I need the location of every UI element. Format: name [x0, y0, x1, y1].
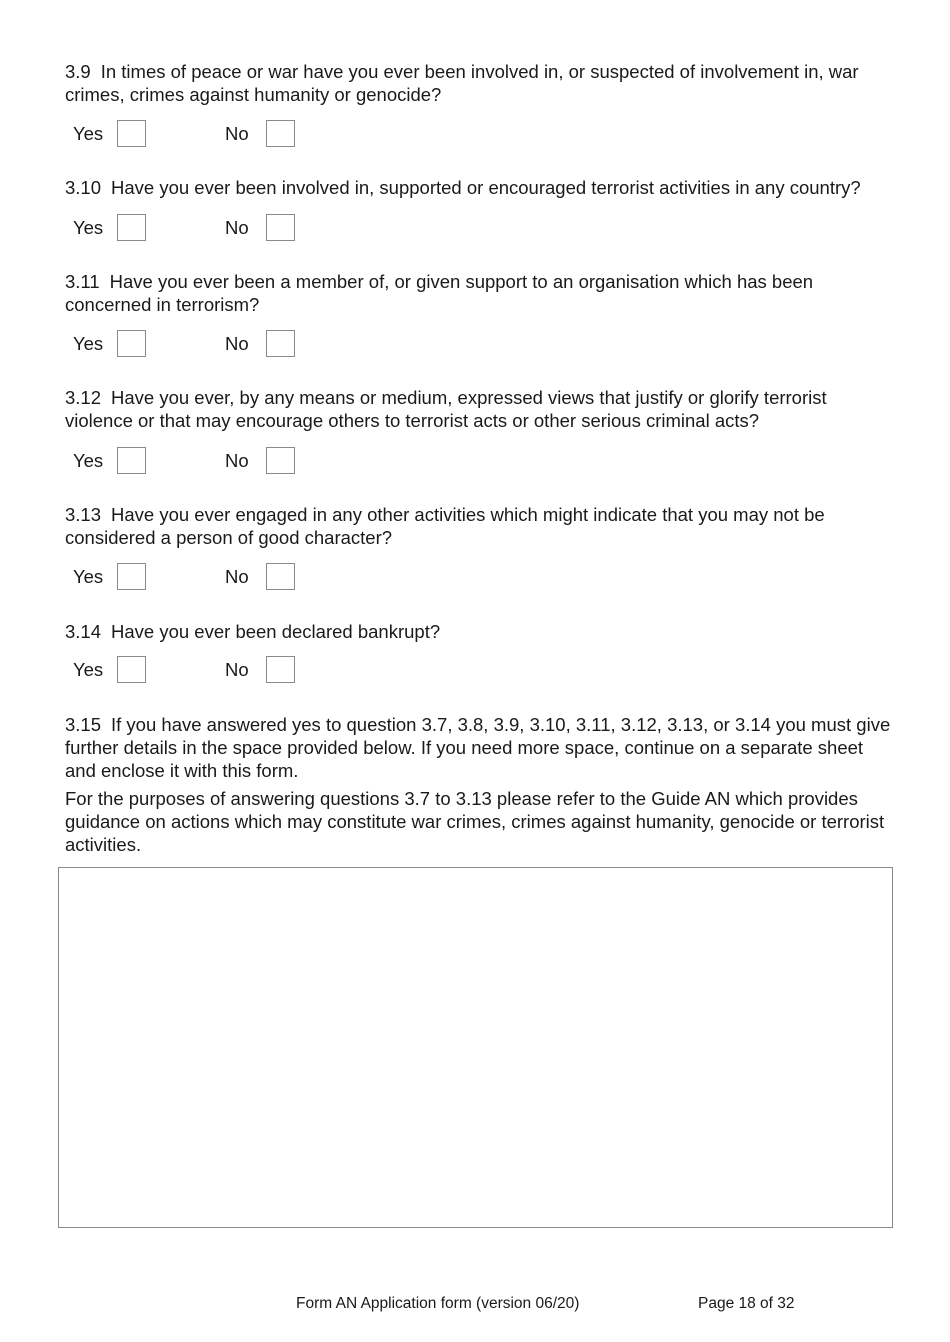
question-3-13 [65, 503, 895, 549]
no-checkbox-3-13[interactable] [266, 563, 295, 590]
question-text: Have you ever been involved in, supported or encouraged terrorist activities in any country? [111, 177, 861, 198]
question-3-9 [65, 60, 895, 106]
answer-row-3-9 [73, 120, 313, 148]
question-text: Have you ever been declared bankrupt? [111, 621, 441, 642]
no-label: No [225, 659, 249, 680]
yes-checkbox-3-14[interactable] [117, 656, 146, 683]
yes-checkbox-3-11[interactable] [117, 330, 146, 357]
yes-label: Yes [73, 217, 104, 238]
yes-label: Yes [73, 566, 104, 587]
no-label: No [225, 217, 249, 238]
question-number: 3.15 [65, 714, 102, 735]
answer-row-3-10 [73, 214, 313, 242]
question-text: Have you ever engaged in any other activities which might indicate that you may not be considered a person of good character? [65, 504, 825, 548]
no-checkbox-3-12[interactable] [266, 447, 295, 474]
no-label: No [225, 450, 249, 471]
no-label: No [225, 566, 249, 587]
question-number: 3.12 [65, 387, 102, 408]
yes-checkbox-3-13[interactable] [117, 563, 146, 590]
yes-checkbox-3-10[interactable] [117, 214, 146, 241]
no-checkbox-3-11[interactable] [266, 330, 295, 357]
no-label: No [225, 333, 249, 354]
question-text: Have you ever been a member of, or given support to an organisation which has been concerned in terrorism? [65, 271, 814, 315]
answer-row-3-14 [73, 656, 313, 684]
question-text: In times of peace or war have you ever been involved in, or suspected of involvement in, war crimes, crimes against humanity or genocide? [65, 61, 859, 105]
no-checkbox-3-10[interactable] [266, 214, 295, 241]
yes-label: Yes [73, 450, 104, 471]
question-text: If you have answered yes to question 3.7, 3.8, 3.9, 3.10, 3.11, 3.12, 3.13, or 3.14 you must give further details in the space provided below. If you need more space, continue on a separate sheet and enclose it with this form. [65, 714, 891, 781]
yes-label: Yes [73, 123, 104, 144]
question-3-11 [65, 270, 895, 316]
footer-form-version: Form AN Application form (version 06/20) [296, 1295, 580, 1312]
answer-row-3-13 [73, 563, 313, 591]
answer-row-3-11 [73, 330, 313, 358]
question-number: 3.10 [65, 177, 102, 198]
no-checkbox-3-14[interactable] [266, 656, 295, 683]
question-3-10 [65, 176, 895, 199]
yes-checkbox-3-12[interactable] [117, 447, 146, 474]
question-number: 3.14 [65, 621, 102, 642]
no-label: No [225, 123, 249, 144]
yes-checkbox-3-9[interactable] [117, 120, 146, 147]
question-number: 3.9 [65, 61, 91, 82]
no-checkbox-3-9[interactable] [266, 120, 295, 147]
question-3-14 [65, 620, 895, 643]
footer-page-number: Page 18 of 32 [698, 1295, 795, 1312]
question-number: 3.13 [65, 504, 102, 525]
yes-label: Yes [73, 333, 104, 354]
question-3-12 [65, 386, 895, 432]
yes-label: Yes [73, 659, 104, 680]
question-text: Have you ever, by any means or medium, expressed views that justify or glorify terrorist violence or that may encourage others to terrorist acts or other serious criminal acts? [65, 387, 827, 431]
guidance-note: For the purposes of answering questions 3.7 to 3.13 please refer to the Guide AN which provides guidance on actions which may constitute war crimes, crimes against humanity, genocide or terrorist activities. [65, 788, 885, 855]
question-number: 3.11 [65, 271, 100, 292]
question-3-15 [65, 713, 895, 782]
answer-row-3-12 [73, 447, 313, 475]
further-details-textarea[interactable] [58, 867, 893, 1228]
